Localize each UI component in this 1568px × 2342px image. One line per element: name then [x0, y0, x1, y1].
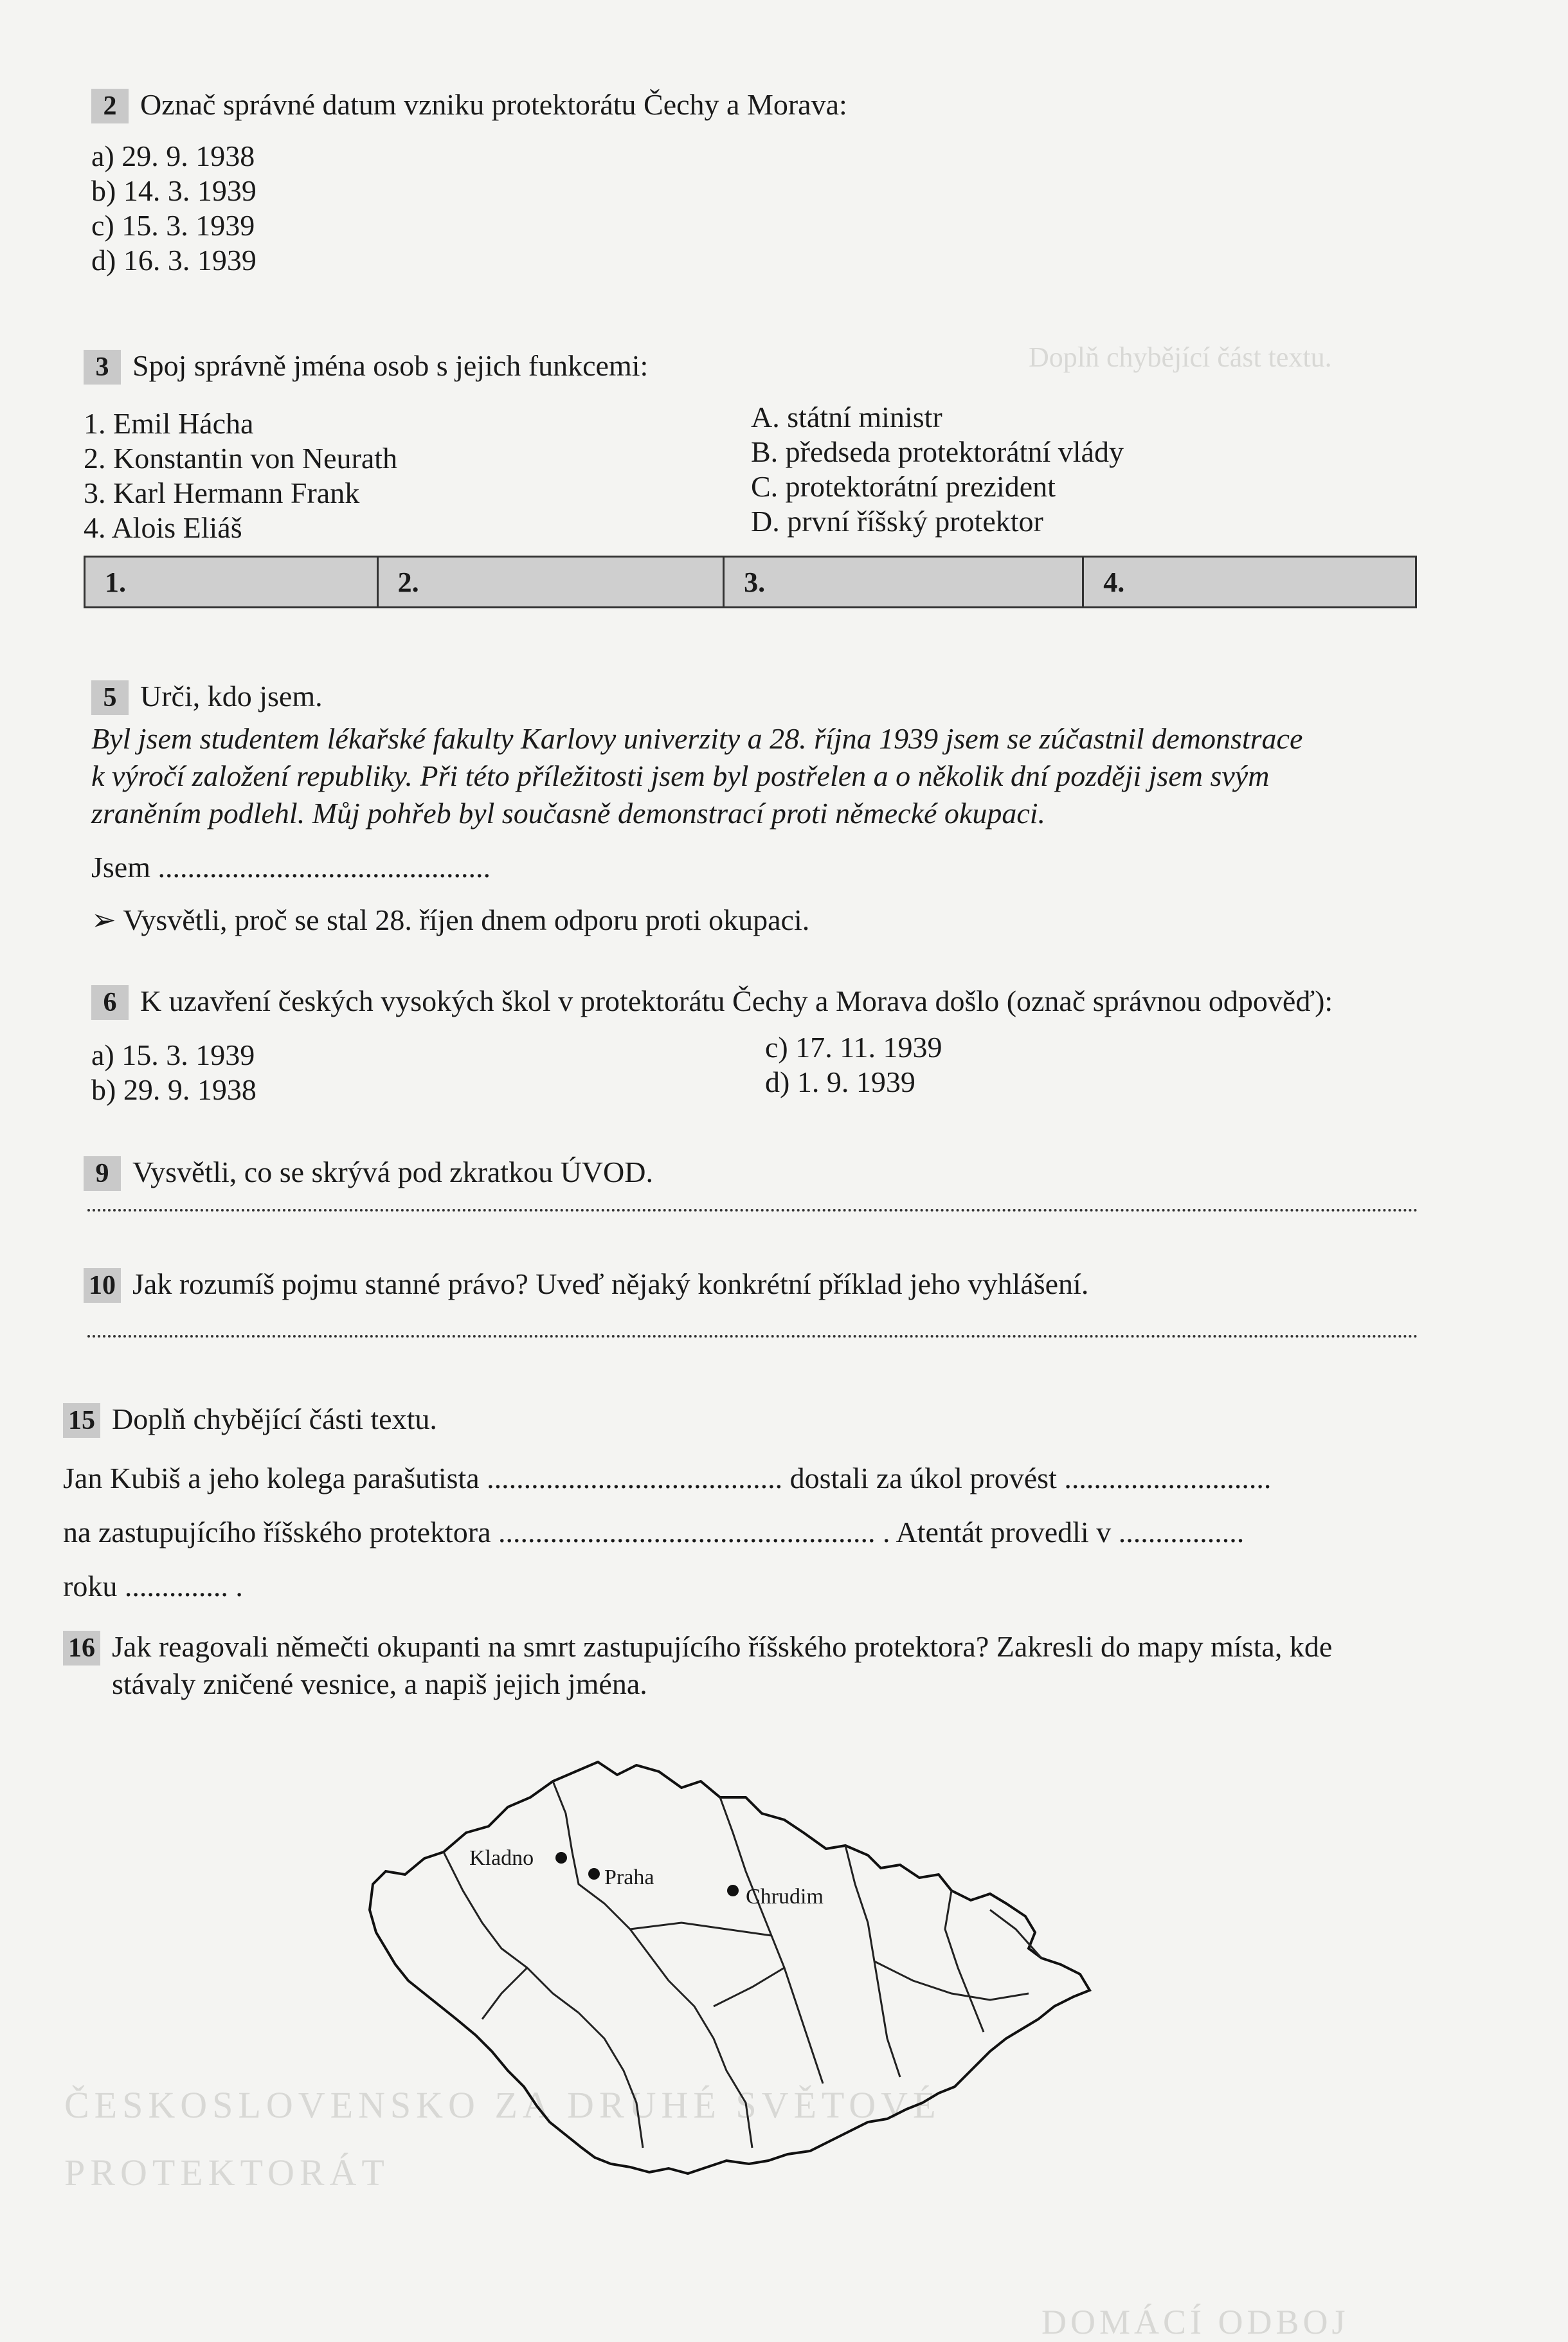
question-6-options-right — [765, 1030, 942, 1100]
czech-map[interactable] — [334, 1736, 1170, 2180]
question-text: Jak rozumíš pojmu stanné právo? Uveď nějaký konkrétní příklad jeho vyhlášení. — [132, 1267, 1089, 1300]
function-item: D. první říšský protektor — [751, 505, 1043, 538]
option-d[interactable]: d) 16. 3. 1939 — [91, 244, 257, 277]
function-item: A. státní ministr — [751, 401, 942, 433]
kladno-marker-icon — [555, 1852, 567, 1864]
question-15 — [63, 1402, 437, 1438]
answer-cell[interactable]: 1. — [85, 557, 378, 608]
question-2-options — [91, 139, 257, 278]
fill-line-3[interactable]: roku .............. . — [63, 1570, 243, 1602]
question-2 — [91, 87, 847, 123]
fill-line-2[interactable]: na zastupujícího říšského protektora ................................................... . Atentát provedli v ................. — [63, 1516, 1245, 1548]
chrudim-marker-icon — [727, 1885, 739, 1896]
subtask-text: Vysvětli, proč se stal 28. říjen dnem odporu proti okupaci. — [123, 903, 810, 936]
answer-cell[interactable]: 3. — [724, 557, 1083, 608]
answer-table — [84, 556, 1417, 608]
function-item: C. protektorátní prezident — [751, 470, 1056, 503]
person-list — [84, 406, 397, 545]
story-line: zraněním podlehl. Můj pohřeb byl současně demonstrací proti německé okupaci. — [91, 797, 1046, 830]
story-line: Byl jsem studentem lékařské fakulty Karlovy univerzity a 28. října 1939 jsem se zúčastnil demonstrace — [91, 722, 1303, 755]
question-16-line-2: stávaly zničené vesnice, a napiš jejich jména. — [112, 1667, 647, 1700]
map-label-chrudim: Chrudim — [746, 1885, 824, 1909]
function-list — [751, 400, 1124, 539]
question-10 — [84, 1267, 1088, 1303]
praha-marker-icon — [588, 1868, 600, 1880]
question-text: Doplň chybějící části textu. — [112, 1402, 437, 1435]
subtask — [91, 903, 809, 938]
question-9 — [84, 1155, 653, 1191]
answer-dotted-line[interactable] — [87, 1335, 1418, 1338]
map-rivers — [444, 1781, 1041, 2148]
question-text: Urči, kdo jsem. — [140, 680, 323, 713]
question-6 — [91, 984, 1333, 1020]
bleed-heading: DOMÁCÍ ODBOJ — [1041, 2303, 1349, 2341]
answer-cell[interactable]: 4. — [1083, 557, 1416, 608]
person-item: 3. Karl Hermann Frank — [84, 477, 360, 509]
question-16 — [63, 1629, 1332, 1666]
option-a[interactable]: a) 15. 3. 1939 — [91, 1039, 255, 1071]
map-label-kladno: Kladno — [469, 1846, 534, 1870]
question-3 — [84, 349, 648, 385]
question-text: Vysvětli, co se skrývá pod zkratkou ÚVOD. — [132, 1156, 653, 1188]
question-6-options-left — [91, 1038, 257, 1107]
bleed-text: Doplň chybějící část textu. — [1029, 341, 1332, 373]
question-text: Jak reagovali němečti okupanti na smrt zastupujícího říšského protektora? Zakresli do mapy místa, kde — [112, 1630, 1333, 1663]
option-c[interactable]: c) 15. 3. 1939 — [91, 209, 255, 242]
question-text: Označ správné datum vzniku protektorátu Čechy a Morava: — [140, 88, 847, 121]
option-b[interactable]: b) 14. 3. 1939 — [91, 174, 257, 207]
question-text: K uzavření českých vysokých škol v protektorátu Čechy a Morava došlo (označ správnou odpověď): — [140, 985, 1333, 1017]
question-number: 15 — [63, 1403, 100, 1438]
person-item: 2. Konstantin von Neurath — [84, 442, 398, 475]
answer-cell[interactable]: 2. — [377, 557, 723, 608]
question-5-story — [91, 720, 1302, 832]
map-label-praha: Praha — [604, 1865, 654, 1889]
question-text: Spoj správně jména osob s jejich funkcemi: — [132, 349, 649, 382]
answer-line[interactable]: Jsem ............................................. — [91, 851, 491, 884]
bleed-heading-4: PROTEKTORÁT — [64, 2152, 390, 2193]
person-item: 1. Emil Hácha — [84, 407, 254, 440]
question-number: 6 — [91, 985, 129, 1020]
question-number: 3 — [84, 350, 121, 385]
question-number: 2 — [91, 89, 129, 123]
question-number: 5 — [91, 680, 129, 715]
person-item: 4. Alois Eliáš — [84, 511, 242, 544]
question-number: 10 — [84, 1268, 121, 1303]
bleed-heading-3: ČESKOSLOVENSKO ZA DRUHÉ SVĚTOVÉ — [64, 2084, 941, 2126]
option-c[interactable]: c) 17. 11. 1939 — [765, 1031, 942, 1064]
question-number: 9 — [84, 1156, 121, 1191]
question-number: 16 — [63, 1631, 100, 1666]
question-5 — [91, 679, 323, 715]
story-line: k výročí založení republiky. Při této příležitosti jsem byl postřelen a o několik dní později jsem svým — [91, 759, 1270, 792]
option-b[interactable]: b) 29. 9. 1938 — [91, 1073, 257, 1106]
option-d[interactable]: d) 1. 9. 1939 — [765, 1066, 915, 1098]
fill-line-1[interactable]: Jan Kubiš a jeho kolega parašutista ........................................ dostali za úkol provést ............................ — [63, 1462, 1272, 1494]
function-item: B. předseda protektorátní vlády — [751, 435, 1124, 468]
arrow-bullet-icon: ➢ — [91, 903, 116, 936]
option-a[interactable]: a) 29. 9. 1938 — [91, 140, 255, 172]
answer-dotted-line[interactable] — [87, 1209, 1418, 1212]
